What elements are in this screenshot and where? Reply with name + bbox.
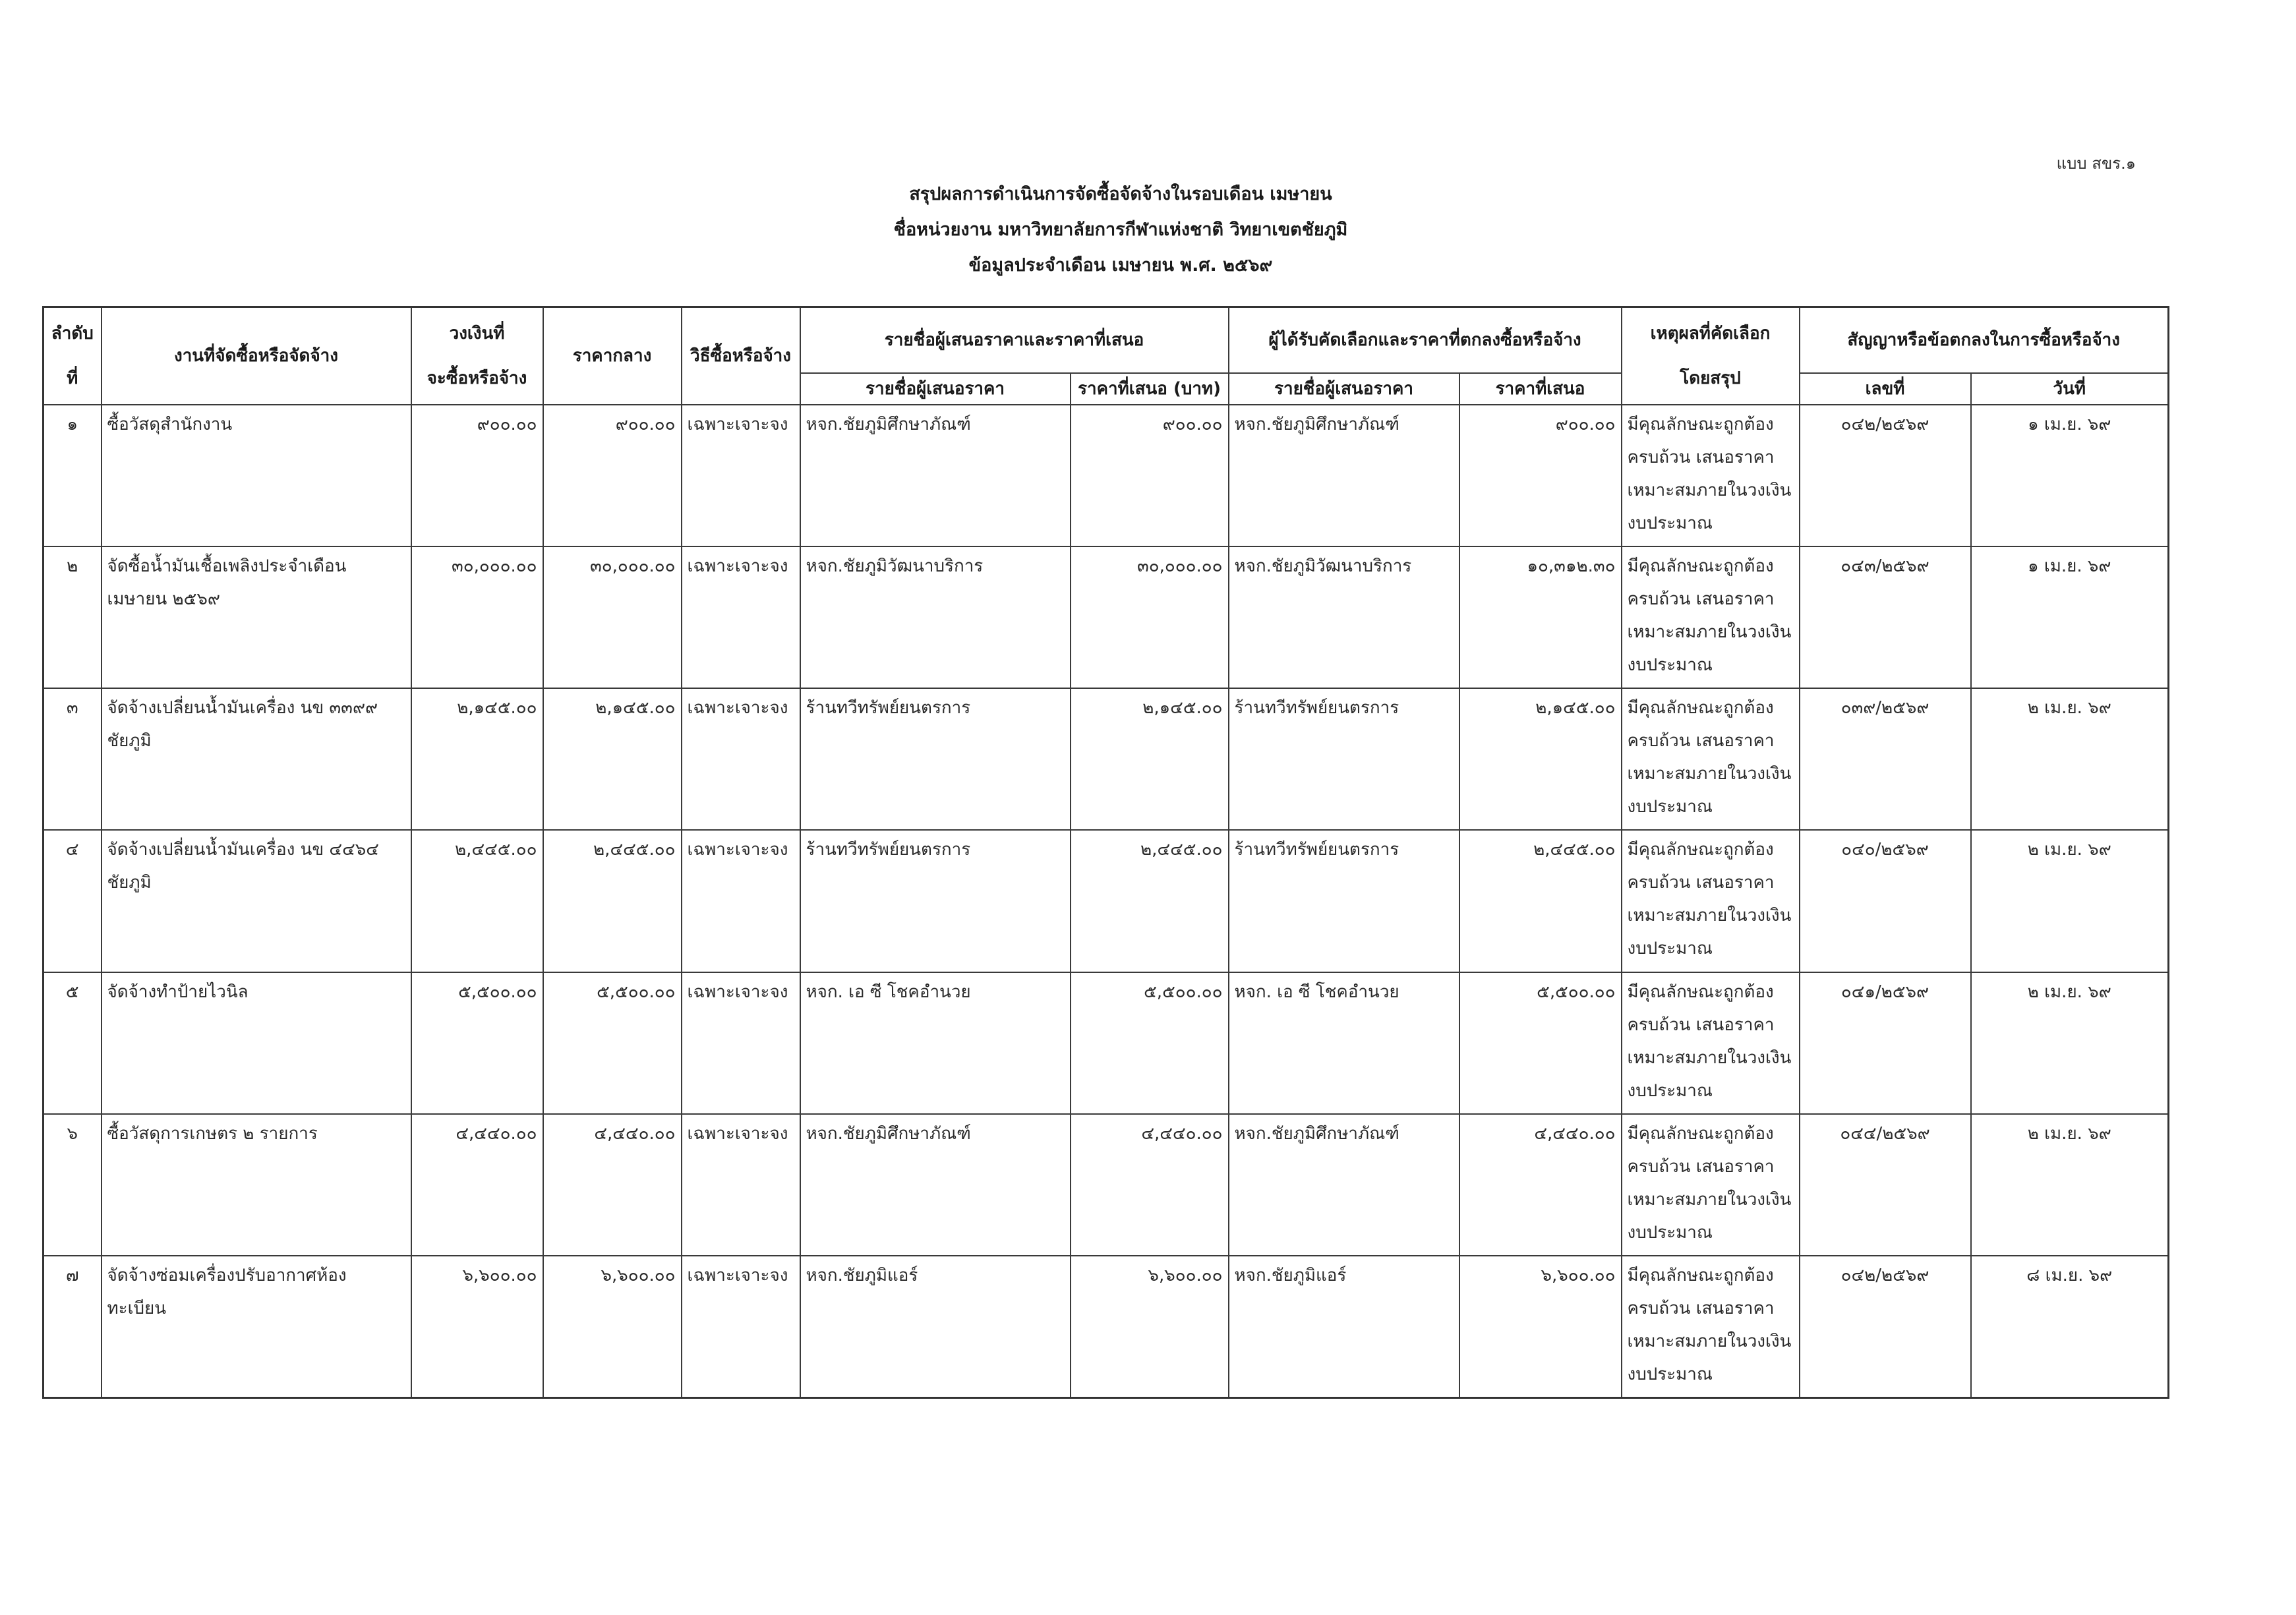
table-row	[44, 546, 2169, 688]
row-seq: ๑	[44, 405, 102, 546]
header-item: งานที่จัดซื้อหรือจัดจ้าง	[102, 307, 411, 405]
row-method: เฉพาะเจาะจง	[682, 972, 800, 1114]
row-winner: หจก.ชัยภูมิแอร์	[1229, 1256, 1459, 1397]
row-bid: ๕,๕๐๐.๐๐	[1071, 972, 1229, 1114]
header-reason: เหตุผลที่คัดเลือก โดยสรุป	[1622, 307, 1800, 405]
row-median: ๓๐,๐๐๐.๐๐	[543, 546, 682, 688]
row-method: เฉพาะเจาะจง	[682, 830, 800, 972]
report-period: ข้อมูลประจำเดือน เมษายน พ.ศ. ๒๕๖๙	[968, 255, 1273, 276]
header-winner-name: รายชื่อผู้เสนอราคา	[1229, 373, 1459, 405]
row-contract-no: ๐๔๒/๒๕๖๙	[1800, 1256, 1971, 1397]
row-item: จัดซื้อน้ำมันเชื้อเพลิงประจำเดือน เมษายน ๒๕๖๙	[102, 546, 411, 688]
row-bidder: หจก.ชัยภูมิศึกษาภัณฑ์	[800, 405, 1071, 546]
row-method: เฉพาะเจาะจง	[682, 1114, 800, 1256]
row-contract-date: ๘ เม.ย. ๖๙	[1971, 1256, 2169, 1397]
row-item: ซื้อวัสดุการเกษตร ๒ รายการ	[102, 1114, 411, 1256]
row-winner: หจก.ชัยภูมิวัฒนาบริการ	[1229, 546, 1459, 688]
row-median: ๔,๔๔๐.๐๐	[543, 1114, 682, 1256]
row-budget: ๔,๔๔๐.๐๐	[411, 1114, 543, 1256]
row-bid: ๒,๑๔๕.๐๐	[1071, 688, 1229, 830]
row-method: เฉพาะเจาะจง	[682, 405, 800, 546]
agency-name: ชื่อหน่วยงาน มหาวิทยาลัยการกีฬาแห่งชาติ วิทยาเขตชัยภูมิ	[893, 220, 1348, 240]
row-winner: หจก.ชัยภูมิศึกษาภัณฑ์	[1229, 405, 1459, 546]
row-bidder: ร้านทวีทรัพย์ยนตรการ	[800, 830, 1071, 972]
row-seq: ๒	[44, 546, 102, 688]
row-budget: ๒,๔๔๕.๐๐	[411, 830, 543, 972]
row-bid: ๖,๖๐๐.๐๐	[1071, 1256, 1229, 1397]
row-contract-no: ๐๔๓/๒๕๖๙	[1800, 546, 1971, 688]
row-method: เฉพาะเจาะจง	[682, 688, 800, 830]
row-item: ซื้อวัสดุสำนักงาน	[102, 405, 411, 546]
row-budget: ๙๐๐.๐๐	[411, 405, 543, 546]
row-bid: ๔,๔๔๐.๐๐	[1071, 1114, 1229, 1256]
report-title: สรุปผลการดำเนินการจัดซื้อจัดจ้างในรอบเดือน เมษายน	[909, 184, 1332, 204]
row-bid: ๒,๔๔๕.๐๐	[1071, 830, 1229, 972]
row-contract-date: ๒ เม.ย. ๖๙	[1971, 972, 2169, 1114]
row-bidder: หจก. เอ ซี โชคอำนวย	[800, 972, 1071, 1114]
row-budget: ๕,๕๐๐.๐๐	[411, 972, 543, 1114]
row-contract-no: ๐๔๐/๒๕๖๙	[1800, 830, 1971, 972]
row-contract-date: ๒ เม.ย. ๖๙	[1971, 688, 2169, 830]
row-contract-no: ๐๔๔/๒๕๖๙	[1800, 1114, 1971, 1256]
row-bidder: หจก.ชัยภูมิศึกษาภัณฑ์	[800, 1114, 1071, 1256]
row-reason: มีคุณลักษณะถูกต้อง ครบถ้วน เสนอราคา เหมาะสมภายในวงเงิน งบประมาณ	[1622, 405, 1800, 546]
row-median: ๒,๔๔๕.๐๐	[543, 830, 682, 972]
row-contract-no: ๐๔๒/๒๕๖๙	[1800, 405, 1971, 546]
table-row	[44, 688, 2169, 830]
row-method: เฉพาะเจาะจง	[682, 546, 800, 688]
procurement-table	[42, 306, 2169, 1399]
row-item: จัดจ้างเปลี่ยนน้ำมันเครื่อง นข ๔๔๖๔ ชัยภูมิ	[102, 830, 411, 972]
row-contract-no: ๐๓๙/๒๕๖๙	[1800, 688, 1971, 830]
row-median: ๕,๕๐๐.๐๐	[543, 972, 682, 1114]
row-item: จัดจ้างทำป้ายไวนิล	[102, 972, 411, 1114]
row-winner: ร้านทวีทรัพย์ยนตรการ	[1229, 830, 1459, 972]
table-row	[44, 830, 2169, 972]
header-contract-no: เลขที่	[1800, 373, 1971, 405]
row-win-price: ๖,๖๐๐.๐๐	[1459, 1256, 1622, 1397]
header-contract-group: สัญญาหรือข้อตกลงในการซื้อหรือจ้าง	[1800, 307, 2169, 373]
row-win-price: ๒,๑๔๕.๐๐	[1459, 688, 1622, 830]
header-winner-price: ราคาที่เสนอ	[1459, 373, 1622, 405]
row-bidder: หจก.ชัยภูมิแอร์	[800, 1256, 1071, 1397]
row-winner: หจก.ชัยภูมิศึกษาภัณฑ์	[1229, 1114, 1459, 1256]
row-item: จัดจ้างเปลี่ยนน้ำมันเครื่อง นข ๓๓๙๙ ชัยภูมิ	[102, 688, 411, 830]
row-win-price: ๒,๔๔๕.๐๐	[1459, 830, 1622, 972]
form-code: แบบ สขร.๑	[2056, 154, 2136, 173]
table-row	[44, 405, 2169, 546]
row-bidder: หจก.ชัยภูมิวัฒนาบริการ	[800, 546, 1071, 688]
row-bid: ๓๐,๐๐๐.๐๐	[1071, 546, 1229, 688]
row-reason: มีคุณลักษณะถูกต้อง ครบถ้วน เสนอราคา เหมาะสมภายในวงเงิน งบประมาณ	[1622, 1256, 1800, 1397]
header-bidders-group: รายชื่อผู้เสนอราคาและราคาที่เสนอ	[800, 307, 1229, 373]
row-winner: ร้านทวีทรัพย์ยนตรการ	[1229, 688, 1459, 830]
table-row	[44, 972, 2169, 1114]
header-winner-group: ผู้ได้รับคัดเลือกและราคาที่ตกลงซื้อหรือจ้าง	[1229, 307, 1622, 373]
row-bidder: ร้านทวีทรัพย์ยนตรการ	[800, 688, 1071, 830]
row-budget: ๖,๖๐๐.๐๐	[411, 1256, 543, 1397]
row-item: จัดจ้างซ่อมเครื่องปรับอากาศห้องทะเบียน	[102, 1256, 411, 1397]
row-contract-date: ๑ เม.ย. ๖๙	[1971, 405, 2169, 546]
row-winner: หจก. เอ ซี โชคอำนวย	[1229, 972, 1459, 1114]
row-budget: ๓๐,๐๐๐.๐๐	[411, 546, 543, 688]
row-median: ๒,๑๔๕.๐๐	[543, 688, 682, 830]
row-bid: ๙๐๐.๐๐	[1071, 405, 1229, 546]
header-bid-price: ราคาที่เสนอ (บาท)	[1071, 373, 1229, 405]
table-row	[44, 1114, 2169, 1256]
table-row	[44, 1256, 2169, 1397]
header-budget: วงเงินที่ จะซื้อหรือจ้าง	[411, 307, 543, 405]
row-median: ๙๐๐.๐๐	[543, 405, 682, 546]
header-median-price: ราคากลาง	[543, 307, 682, 405]
row-reason: มีคุณลักษณะถูกต้อง ครบถ้วน เสนอราคา เหมาะสมภายในวงเงิน งบประมาณ	[1622, 830, 1800, 972]
row-seq: ๕	[44, 972, 102, 1114]
header-bidder-name: รายชื่อผู้เสนอราคา	[800, 373, 1071, 405]
row-win-price: ๙๐๐.๐๐	[1459, 405, 1622, 546]
header-method: วิธีซื้อหรือจ้าง	[682, 307, 800, 405]
row-contract-date: ๒ เม.ย. ๖๙	[1971, 1114, 2169, 1256]
row-reason: มีคุณลักษณะถูกต้อง ครบถ้วน เสนอราคา เหมาะสมภายในวงเงิน งบประมาณ	[1622, 546, 1800, 688]
header-contract-date: วันที่	[1971, 373, 2169, 405]
header-seq: ลำดับ ที่	[44, 307, 102, 405]
row-seq: ๖	[44, 1114, 102, 1256]
row-reason: มีคุณลักษณะถูกต้อง ครบถ้วน เสนอราคา เหมาะสมภายในวงเงิน งบประมาณ	[1622, 1114, 1800, 1256]
row-contract-no: ๐๔๑/๒๕๖๙	[1800, 972, 1971, 1114]
row-reason: มีคุณลักษณะถูกต้อง ครบถ้วน เสนอราคา เหมาะสมภายในวงเงิน งบประมาณ	[1622, 688, 1800, 830]
row-budget: ๒,๑๔๕.๐๐	[411, 688, 543, 830]
row-contract-date: ๒ เม.ย. ๖๙	[1971, 830, 2169, 972]
row-reason: มีคุณลักษณะถูกต้อง ครบถ้วน เสนอราคา เหมาะสมภายในวงเงิน งบประมาณ	[1622, 972, 1800, 1114]
row-win-price: ๕,๕๐๐.๐๐	[1459, 972, 1622, 1114]
row-method: เฉพาะเจาะจง	[682, 1256, 800, 1397]
row-seq: ๔	[44, 830, 102, 972]
row-contract-date: ๑ เม.ย. ๖๙	[1971, 546, 2169, 688]
header-row-top	[44, 307, 2169, 373]
row-win-price: ๑๐,๓๑๒.๓๐	[1459, 546, 1622, 688]
row-seq: ๗	[44, 1256, 102, 1397]
row-win-price: ๔,๔๔๐.๐๐	[1459, 1114, 1622, 1256]
row-seq: ๓	[44, 688, 102, 830]
row-median: ๖,๖๐๐.๐๐	[543, 1256, 682, 1397]
